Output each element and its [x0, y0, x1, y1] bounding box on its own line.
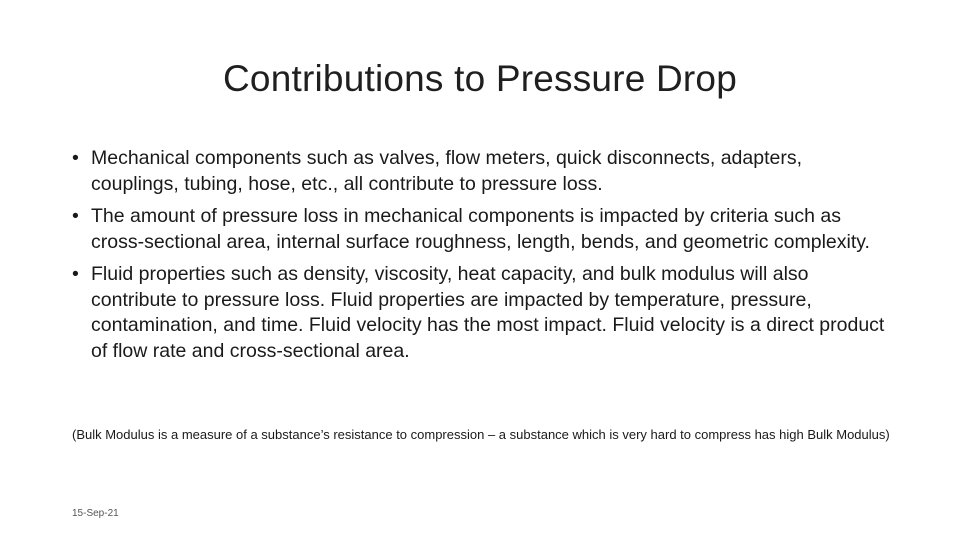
- bullet-marker: •: [72, 263, 79, 285]
- bullet-text: Mechanical components such as valves, flow meters, quick disconnects, adapters, couplings, tubing, hose, etc., all contribute to pressure loss.: [91, 147, 803, 195]
- bullet-marker: •: [72, 147, 79, 169]
- bullet-text: The amount of pressure loss in mechanical components is impacted by criteria such as cross-sectional area, internal surface roughness, length, bends, and geometric complexity.: [91, 205, 870, 253]
- bulk-modulus-note: (Bulk Modulus is a measure of a substance’s resistance to compression – a substance which is very hard to compress has high Bulk Modulus): [72, 427, 890, 442]
- bullet-item: [72, 204, 892, 255]
- bullet-text: Fluid properties such as density, viscosity, heat capacity, and bulk modulus will also contribute to pressure loss. Fluid properties are impacted by temperature, pressure, contamination, and time. Fluid velocity has the most impact. Fluid velocity is a direct product of flow rate and cross-sectional area.: [91, 263, 885, 362]
- bullet-item: [72, 146, 892, 197]
- bullet-list: [72, 146, 892, 371]
- slide-title: Contributions to Pressure Drop: [223, 58, 737, 99]
- bullet-marker: •: [72, 205, 79, 227]
- bullet-item: [72, 262, 892, 364]
- footer-date: 15-Sep-21: [72, 508, 119, 519]
